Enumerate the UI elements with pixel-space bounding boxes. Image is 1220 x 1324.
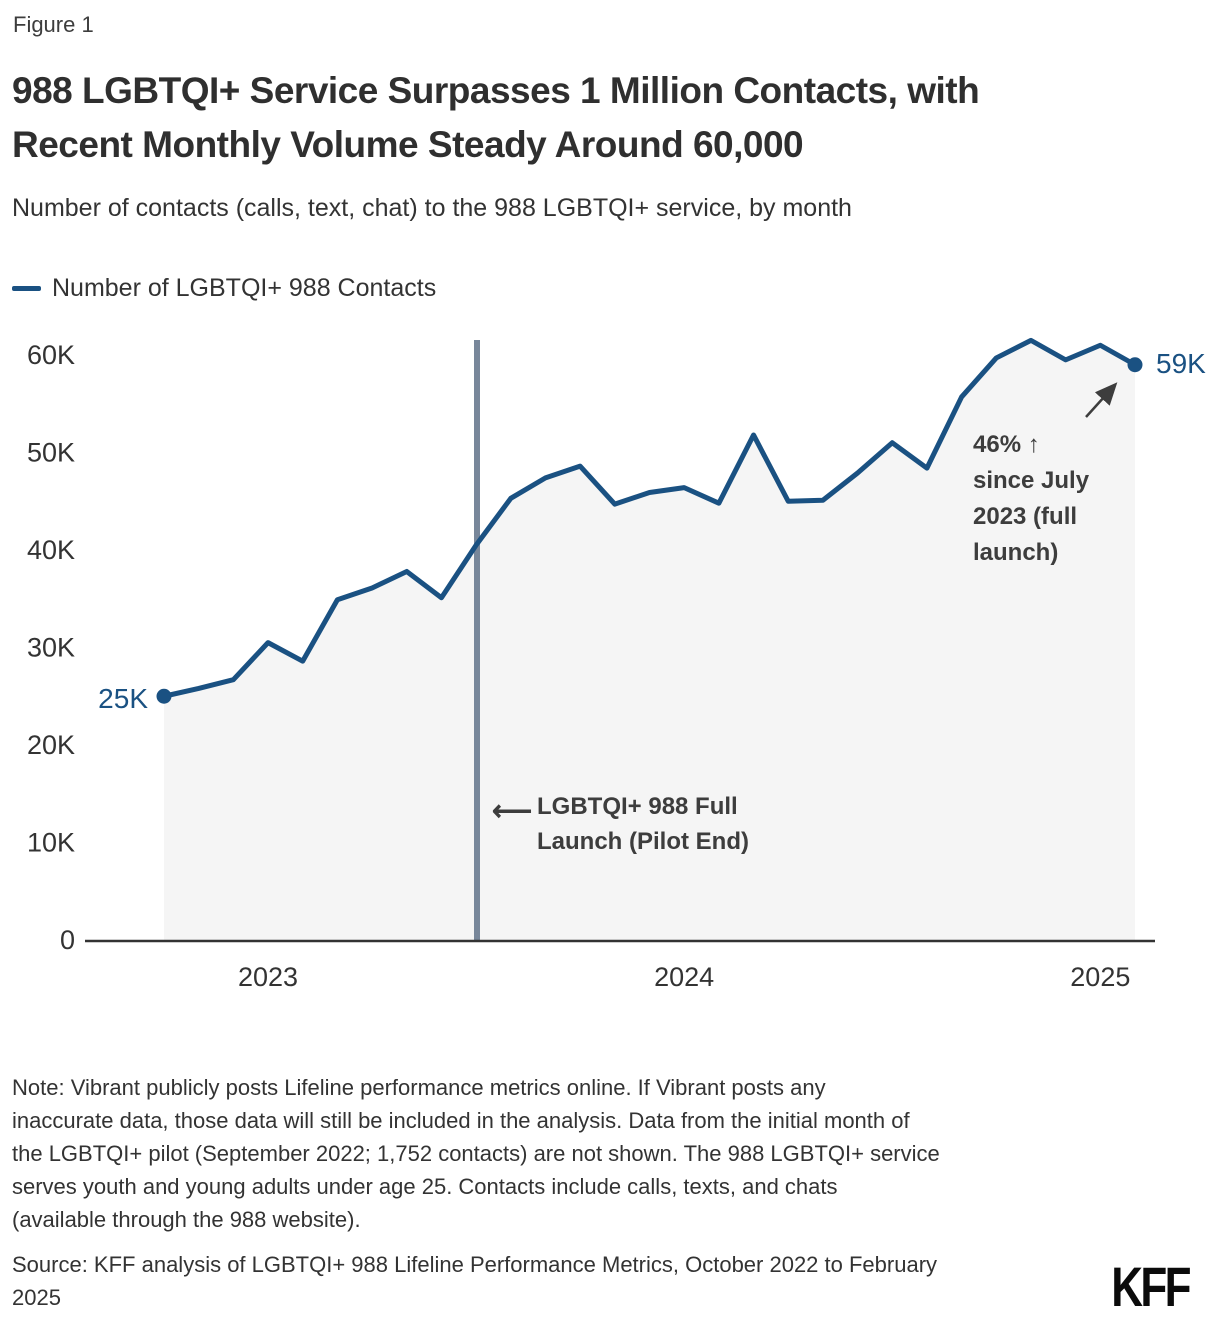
vline-annotation bbox=[537, 789, 749, 859]
figure-label: Figure 1 bbox=[13, 12, 94, 37]
y-axis-label: 60K bbox=[26, 340, 75, 370]
last-point-marker bbox=[1128, 357, 1143, 372]
x-axis-label: 2024 bbox=[654, 962, 715, 992]
y-axis-label: 50K bbox=[26, 437, 75, 468]
growth-annotation-line3: 2023 (full bbox=[973, 503, 1078, 530]
growth-annotation-line1: 46% ↑ bbox=[973, 431, 1040, 458]
y-axis-label: 40K bbox=[26, 535, 75, 565]
left-arrow-glyph: ⟵ bbox=[492, 795, 533, 826]
growth-annotation bbox=[973, 427, 1089, 571]
legend-label: Number of LGBTQI+ 988 Contacts bbox=[52, 274, 437, 302]
chart-subtitle: Number of contacts (calls, text, chat) to the 988 LGBTQI+ service, by month bbox=[12, 194, 852, 222]
x-axis-label: 2025 bbox=[1070, 962, 1131, 992]
first-point-marker bbox=[157, 689, 172, 704]
source-text bbox=[12, 1248, 937, 1314]
y-axis-label: 20K bbox=[26, 730, 75, 760]
note-text bbox=[12, 1071, 940, 1236]
y-axis-label: 30K bbox=[26, 632, 75, 663]
y-axis-label: 10K bbox=[26, 827, 75, 858]
kff-logo: KFF bbox=[1111, 1255, 1189, 1319]
note-line1: Note: Vibrant publicly posts Lifeline performance metrics online. If Vibrant posts any bbox=[12, 1075, 826, 1100]
y-axis-label: 0 bbox=[59, 925, 75, 955]
growth-annotation-line4: launch) bbox=[973, 539, 1059, 566]
legend-line-swatch bbox=[12, 286, 41, 291]
note-line4: serves youth and young adults under age 25. Contacts include calls, texts, and chats bbox=[12, 1174, 838, 1199]
chart-title bbox=[12, 64, 979, 172]
source-line1: Source: KFF analysis of LGBTQI+ 988 Lifeline Performance Metrics, October 2022 to February bbox=[12, 1252, 938, 1277]
note-line5: (available through the 988 website). bbox=[12, 1207, 361, 1232]
legend bbox=[12, 274, 436, 303]
last-point-label: 59K bbox=[1156, 348, 1206, 379]
note-line2: inaccurate data, those data will still be included in the analysis. Data from the initial month of bbox=[12, 1108, 910, 1133]
chart-title-line1: 988 LGBTQI+ Service Surpasses 1 Million Contacts, with bbox=[12, 70, 980, 111]
note-line3: the LGBTQI+ pilot (September 2022; 1,752 contacts) are not shown. The 988 LGBTQI+ service bbox=[12, 1141, 940, 1166]
source-line2: 2025 bbox=[12, 1285, 61, 1310]
first-point-label: 25K bbox=[98, 683, 148, 714]
growth-annotation-line2: since July bbox=[973, 467, 1090, 494]
chart-title-line2: Recent Monthly Volume Steady Around 60,000 bbox=[12, 124, 804, 165]
vline-annotation-line2: Launch (Pilot End) bbox=[537, 828, 749, 855]
x-axis-label: 2023 bbox=[237, 962, 299, 992]
vline-annotation-line1: LGBTQI+ 988 Full bbox=[537, 793, 738, 820]
